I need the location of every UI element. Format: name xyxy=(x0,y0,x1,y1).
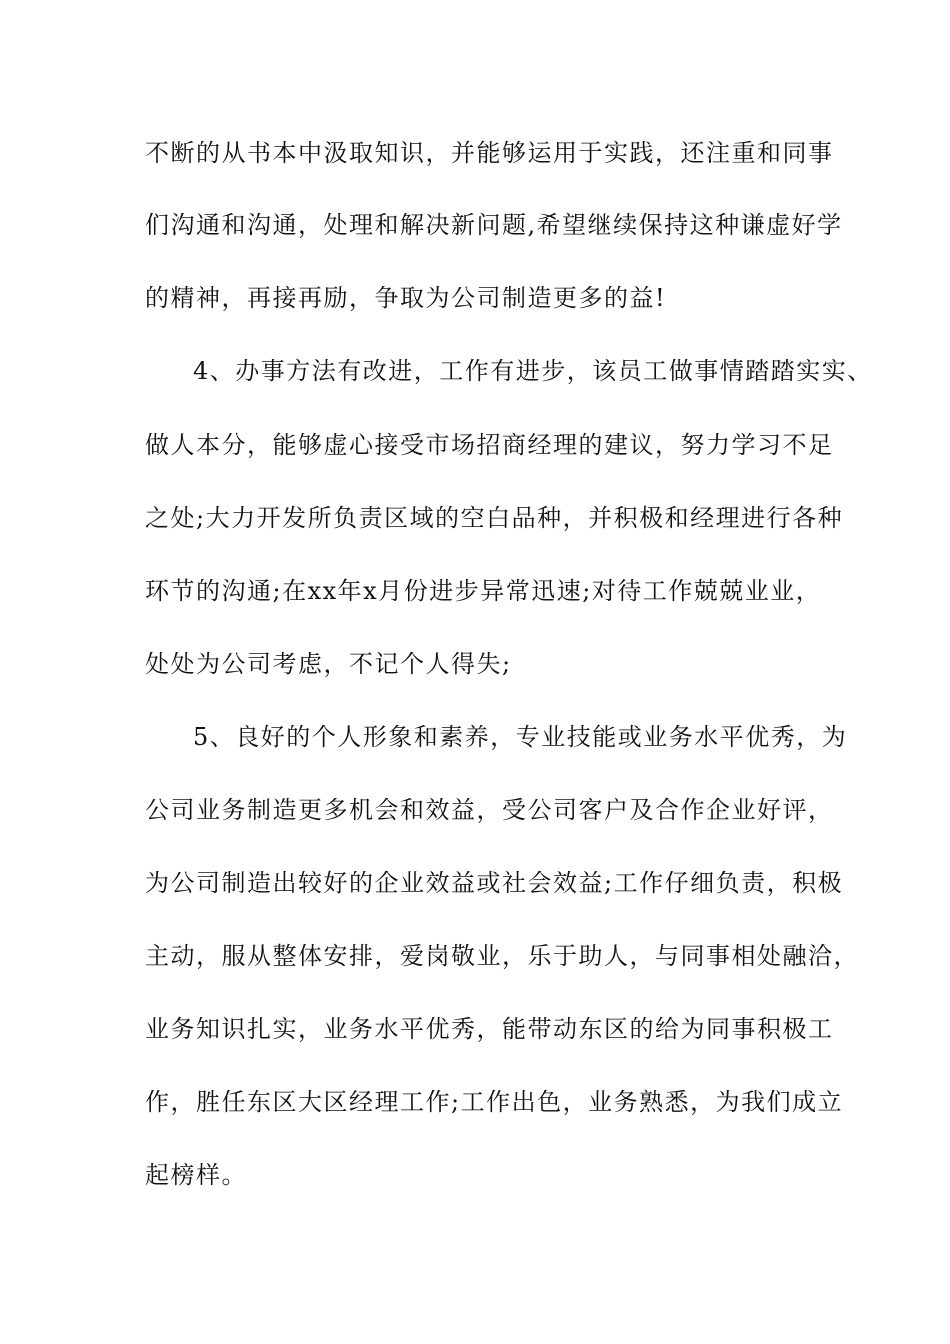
text-line: 起榜样。 xyxy=(145,1161,247,1189)
text-line: 业务知识扎实，业务水平优秀，能带动东区的给为同事积极工 xyxy=(145,1015,834,1043)
text-line: 们沟通和沟通，处理和解决新问题,希望继续保持这种谦虚好学 xyxy=(145,211,843,239)
text-line: 主动，服从整体安排，爱岗敬业，乐于助人，与同事相处融洽， xyxy=(145,942,859,970)
text-line: 为公司制造出较好的企业效益或社会效益;工作仔细负责，积极 xyxy=(145,869,844,897)
text-line: 环节的沟通;在xx年x月份进步异常迅速;对待工作兢兢业业， xyxy=(145,577,822,605)
text-line: 的精神，再接再励，争取为公司制造更多的益! xyxy=(145,284,667,312)
paragraph-4-start: 4、办事方法有改进，工作有进步，该员工做事情踏踏实实、 xyxy=(193,357,873,385)
text-line: 作，胜任东区大区经理工作;工作出色，业务熟悉，为我们成立 xyxy=(145,1088,844,1116)
text-line: 做人本分，能够虚心接受市场招商经理的建议，努力学习不足 xyxy=(145,431,834,459)
text-line: 不断的从书本中汲取知识，并能够运用于实践，还注重和同事 xyxy=(145,139,834,167)
text-line: 公司业务制造更多机会和效益，受公司客户及合作企业好评， xyxy=(145,796,834,824)
text-line: 之处;大力开发所负责区域的空白品种，并积极和经理进行各种 xyxy=(145,504,844,532)
paragraph-5-start: 5、良好的个人形象和素养，专业技能或业务水平优秀，为 xyxy=(193,723,848,751)
text-line: 处处为公司考虑，不记个人得失; xyxy=(145,650,512,678)
